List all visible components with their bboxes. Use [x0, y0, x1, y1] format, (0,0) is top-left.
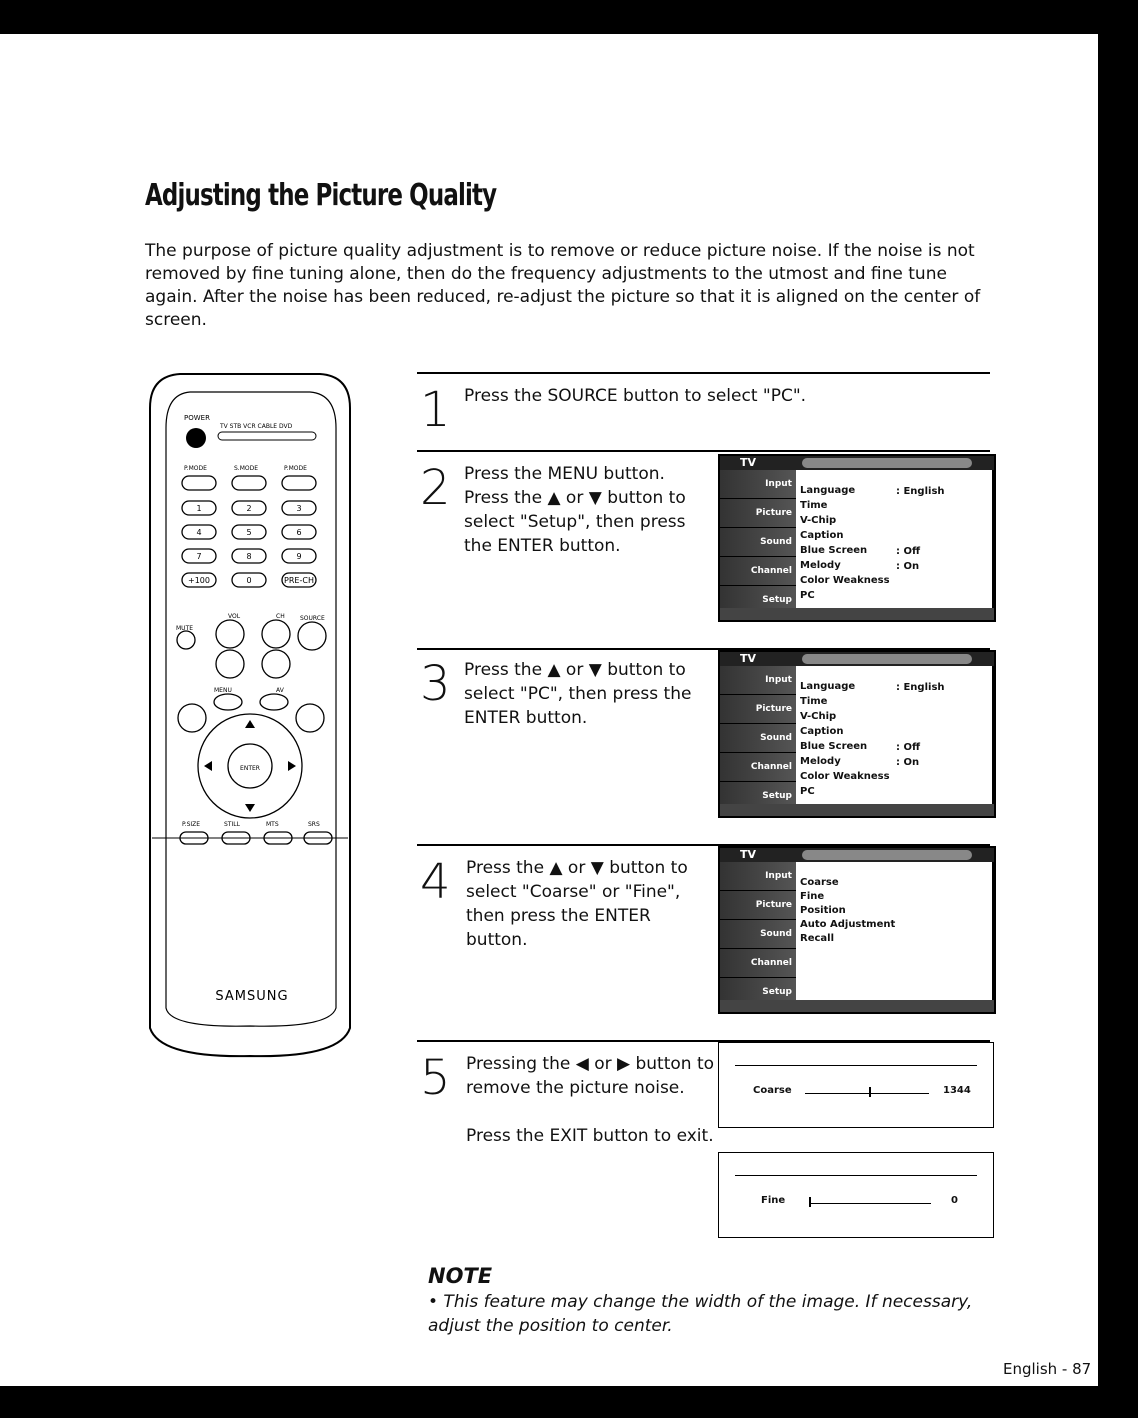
osd-row-vchip: V-Chip [800, 711, 837, 722]
osd-side-setup: Setup [720, 978, 796, 1007]
osd-tv-label: TV [740, 456, 757, 469]
source-label: SOURCE [300, 615, 325, 622]
osd-tv-label: TV [740, 652, 757, 665]
osd-row-recall: Recall [800, 933, 835, 944]
osd-panel [796, 666, 992, 804]
keypad-key-label: 2 [246, 504, 252, 513]
osd-panel [796, 862, 992, 1000]
coarse-slider-thumb [869, 1087, 871, 1097]
osd-row-pc: PC [800, 590, 815, 601]
fine-value: 0 [951, 1195, 958, 1206]
osd-value-melody: : On [896, 757, 920, 768]
vol-label: VOL [228, 613, 241, 620]
osd-side-input: Input [720, 470, 796, 499]
still-label: STILL [224, 821, 240, 828]
osd-side-menu [720, 470, 796, 610]
osd-row-blue-screen: Blue Screen [800, 545, 868, 556]
osd-row-caption: Caption [800, 726, 844, 737]
keypad-key-label: 3 [296, 504, 302, 513]
power-button [186, 428, 206, 448]
keypad-key-label: PRE-CH [284, 576, 314, 585]
pmode-label: P.MODE [184, 465, 207, 472]
osd-side-menu [720, 666, 796, 806]
fine-slider-thumb [809, 1197, 811, 1207]
osd-row-blue-screen: Blue Screen [800, 741, 868, 752]
step-4-number: 4 [420, 854, 451, 910]
keypad-key-label: 1 [196, 504, 202, 513]
osd-row-color-weakness: Color Weakness [800, 575, 890, 586]
keypad-key-label: 7 [196, 552, 202, 561]
fine-slider-track [809, 1203, 931, 1204]
step-5-text: Pressing the ◀ or ▶ button to remove the picture noise. [466, 1054, 715, 1098]
keypad-key-label: +100 [188, 576, 210, 585]
osd-row-time: Time [800, 696, 828, 707]
osd-side-channel: Channel [720, 557, 796, 586]
osd-value-blue-screen: : Off [896, 546, 921, 557]
osd-pc-menu [718, 846, 996, 1014]
keypad-key-label: 6 [296, 528, 302, 537]
keypad-key-label: 9 [296, 552, 302, 561]
osd-setup-menu-step2 [718, 454, 996, 622]
power-label: POWER [184, 414, 210, 422]
osd-row-vchip: V-Chip [800, 515, 837, 526]
osd-row-coarse: Coarse [800, 877, 839, 888]
step-2-number: 2 [420, 460, 451, 516]
coarse-adjust-panel [718, 1042, 994, 1128]
srs-label: SRS [308, 821, 320, 828]
step-1-number: 1 [420, 382, 451, 438]
pmode2-label: P.MODE [284, 465, 307, 472]
ch-label: CH [276, 613, 285, 620]
step-1-text: Press the SOURCE button to select "PC". [464, 386, 807, 406]
step-1-rule [417, 372, 990, 374]
intro-paragraph: The purpose of picture quality adjustment is to remove or reduce picture noise. If the noise is not removed by fine tuning alone, then do the frequency adjustments to the utmost and fine tune again. After the noise has been reduced, re-adjust the picture so that it is aligned on the center of screen. [145, 241, 981, 330]
enter-label: ENTER [240, 765, 260, 772]
osd-side-setup: Setup [720, 782, 796, 811]
osd-side-input: Input [720, 666, 796, 695]
fine-label: Fine [761, 1195, 786, 1206]
mode-labels: TV STB VCR CABLE DVD [220, 423, 293, 430]
step-2-text: Press the MENU button. Press the ▲ or ▼ button to select "Setup", then press the ENTER button. [464, 464, 686, 556]
psize-label: P.SIZE [182, 821, 201, 828]
osd-row-auto-adjustment: Auto Adjustment [800, 919, 896, 930]
osd-side-setup: Setup [720, 586, 796, 615]
osd-side-picture: Picture [720, 499, 796, 528]
osd-side-sound: Sound [720, 528, 796, 557]
step-5-exit-text: Press the EXIT button to exit. [466, 1126, 714, 1146]
osd-row-melody: Melody [800, 560, 841, 571]
keypad-key-label: 5 [246, 528, 252, 537]
av-label: AV [276, 687, 284, 694]
brand-label: SAMSUNG [215, 989, 289, 1004]
osd-side-sound: Sound [720, 920, 796, 949]
osd-side-picture: Picture [720, 891, 796, 920]
osd-row-time: Time [800, 500, 828, 511]
step-4-text: Press the ▲ or ▼ button to select "Coarse" or "Fine", then press the ENTER button. [466, 858, 688, 950]
keypad-key-label: 4 [196, 528, 202, 537]
step-3-number: 3 [420, 656, 451, 712]
osd-panel [796, 470, 992, 608]
remote-control-illustration [140, 368, 355, 1058]
mts-label: MTS [266, 821, 279, 828]
top-bar [0, 0, 1138, 34]
menu-label: MENU [214, 687, 232, 694]
osd-row-color-weakness: Color Weakness [800, 771, 890, 782]
fine-adjust-panel [718, 1152, 994, 1238]
step-2-rule [417, 450, 990, 452]
number-keypad [182, 501, 316, 587]
osd-row-caption: Caption [800, 530, 844, 541]
osd-tv-label: TV [740, 848, 757, 861]
mute-label: MUTE [176, 625, 194, 632]
osd-side-sound: Sound [720, 724, 796, 753]
osd-row-position: Position [800, 905, 846, 916]
osd-row-melody: Melody [800, 756, 841, 767]
coarse-value: 1344 [943, 1085, 971, 1096]
page-footer: English - 87 [1003, 1360, 1092, 1378]
coarse-label: Coarse [753, 1085, 792, 1096]
right-bar [1098, 0, 1138, 1386]
osd-side-channel: Channel [720, 753, 796, 782]
note-title: NOTE [428, 1264, 493, 1288]
osd-side-channel: Channel [720, 949, 796, 978]
osd-side-input: Input [720, 862, 796, 891]
osd-value-language: : English [896, 682, 945, 693]
osd-value-language: : English [896, 486, 945, 497]
keypad-key-label: 0 [246, 576, 252, 585]
step-5-number: 5 [420, 1050, 451, 1106]
note-text: • This feature may change the width of the image. If necessary, adjust the position to center. [428, 1292, 973, 1336]
osd-row-language: Language [800, 681, 856, 692]
step-3-text: Press the ▲ or ▼ button to select "PC", then press the ENTER button. [464, 660, 692, 728]
osd-value-blue-screen: : Off [896, 742, 921, 753]
bottom-bar [0, 1386, 1138, 1418]
coarse-slider-track [805, 1093, 929, 1094]
osd-row-language: Language [800, 485, 856, 496]
smode-label: S.MODE [234, 465, 259, 472]
page-title: Adjusting the Picture Quality [145, 178, 497, 213]
osd-side-picture: Picture [720, 695, 796, 724]
osd-side-menu [720, 862, 796, 1002]
osd-value-melody: : On [896, 561, 920, 572]
osd-setup-menu-step3 [718, 650, 996, 818]
keypad-key-label: 8 [246, 552, 252, 561]
osd-row-pc: PC [800, 786, 815, 797]
osd-row-fine: Fine [800, 891, 825, 902]
